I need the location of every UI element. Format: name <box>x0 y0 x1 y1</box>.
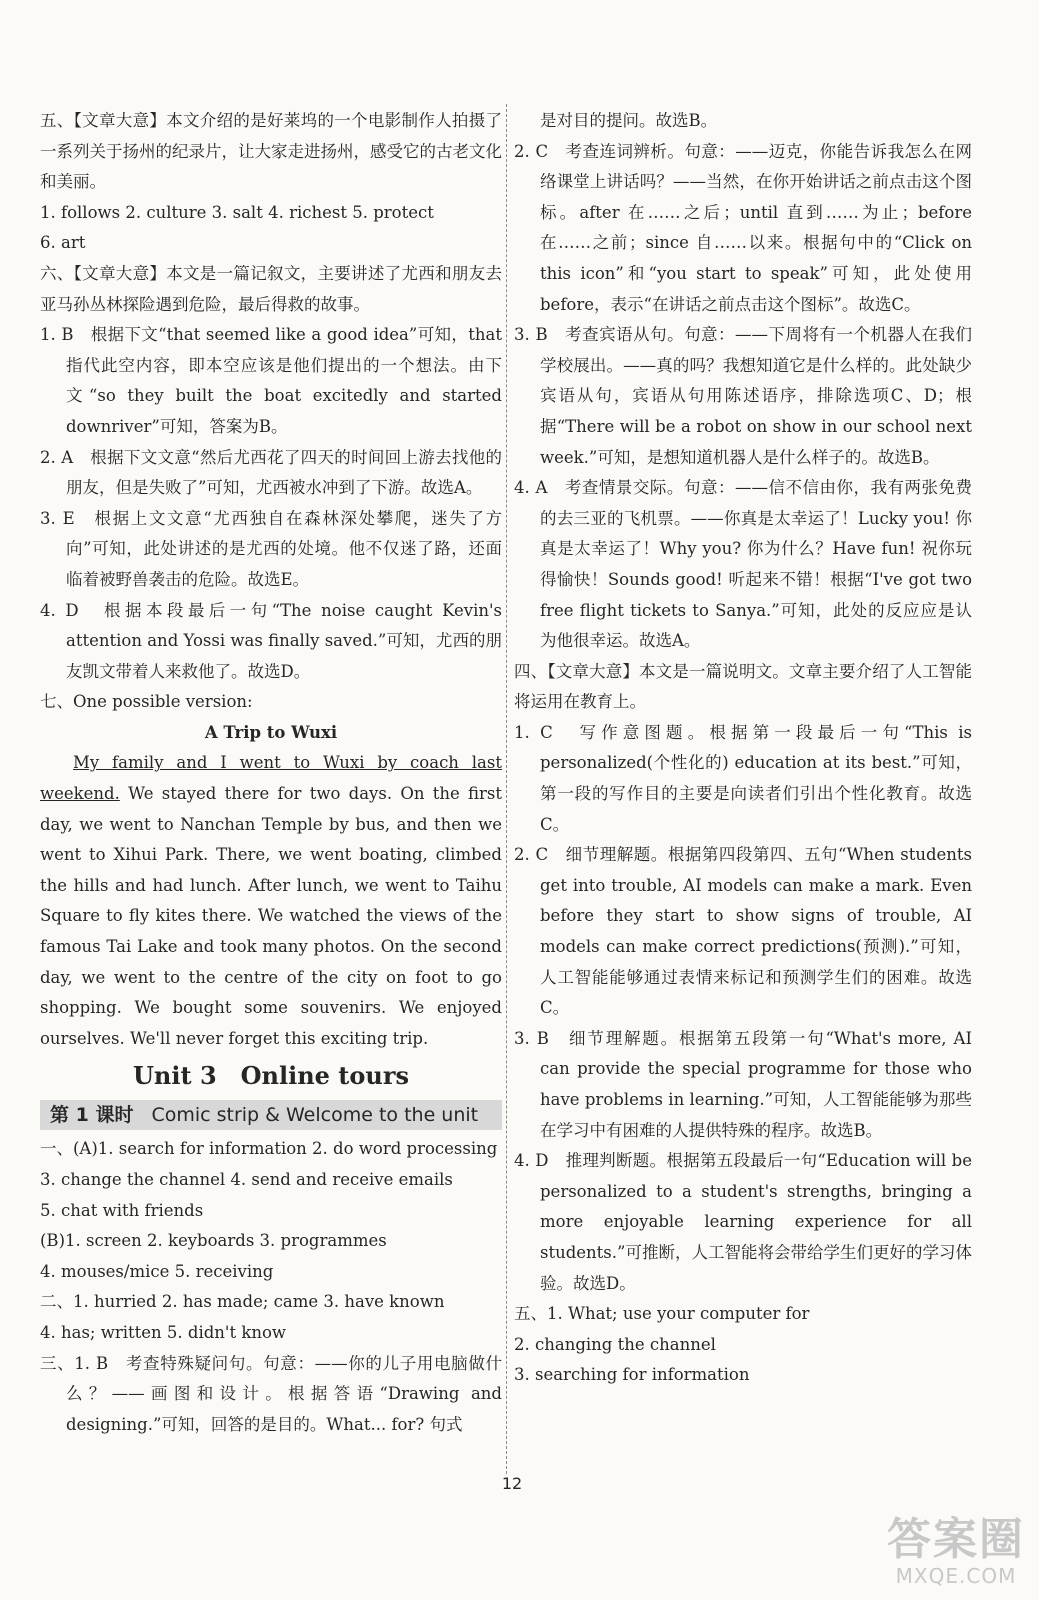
answer-paragraph: 四、【文章大意】本文是一篇说明文。文章主要介绍了人工智能将运用在教育上。 <box>514 661 972 712</box>
answer-paragraph: 1. follows 2. culture 3. salt 4. richest 5. protect <box>40 202 434 222</box>
watermark-text: 答案圈 <box>887 1514 1025 1565</box>
answer-paragraph: 2. A 根据下文文意“然后尤西花了四天的时间回上游去找他的朋友，但是失败了”可知，尤西被水冲到了下游。故选A。 <box>40 447 502 498</box>
answer-paragraph: 1. B 根据下文“that seemed like a good idea”可知，that指代此空内容，即本空应该是他们提出的一个想法。由下文“so they built the boat excitedly and started downriver”可知，答案为B。 <box>40 325 502 436</box>
answer-paragraph: 3. B 考查宾语从句。句意：——下周将有一个机器人在我们学校展出。——真的吗？我想知道它是什么样的。此处缺少宾语从句，宾语从句用陈述语序，排除选项C、D；根据“There will be a robot on show in our school next week.”可知，是想知道机器人是什么样子的。故选B。 <box>514 325 972 467</box>
left-column <box>40 106 502 1440</box>
essay-body <box>40 748 502 1054</box>
lesson-title: Comic strip & Welcome to the unit <box>151 1104 479 1127</box>
answer-paragraph: 3. change the channel 4. send and receive emails <box>40 1170 453 1189</box>
answer-paragraph: 1. C 写作意图题。根据第一段最后一句“This is personalized(个性化的) education at its best.”可知，第一段的写作目的主要是向读者们引出个性化教育。故选C。 <box>514 722 972 834</box>
right-column <box>514 106 972 1391</box>
answer-paragraph: 三、1. B 考查特殊疑问句。句意：——你的儿子用电脑做什么？——画图和设计。根据答语“Drawing and designing.”可知，回答的是目的。What... for? 句式 <box>40 1353 502 1434</box>
answer-paragraph: 3. searching for information <box>514 1365 750 1385</box>
answer-paragraph: 五、【文章大意】本文介绍的是好莱坞的一个电影制作人拍摄了一系列关于扬州的纪录片，让大家走进扬州，感受它的古老文化和美丽。 <box>40 111 502 192</box>
answer-paragraph: 5. chat with friends <box>40 1200 204 1220</box>
answer-paragraph: 3. B 细节理解题。根据第五段第一句“What's more, AI can provide the special programme for those who have problems in learning.”可知，人工智能能够为那些在学习中有困难的人提供特殊的程序。故选B。 <box>514 1028 972 1140</box>
page-number: 12 <box>501 1474 523 1493</box>
essay-title: A Trip to Wuxi <box>204 722 338 742</box>
answer-paragraph: 2. C 细节理解题。根据第四段第四、五句“When students get into trouble, AI models can make a mark. Even before they start to show signs of trouble, AI models can make correct predictions(预测).”可知，人工智能能够通过表情来标记和预测学生们的困难。故选C。 <box>514 845 972 1018</box>
answer-paragraph: 一、(A)1. search for information 2. do word processing <box>40 1139 498 1159</box>
lesson-bar <box>40 1100 502 1130</box>
answer-paragraph: 是对目的提问。故选B。 <box>540 111 718 130</box>
answer-paragraph: (B)1. screen 2. keyboards 3. programmes <box>40 1231 387 1251</box>
answer-paragraph: 4. D 推理判断题。根据第五段最后一句“Education will be personalized to a student's strengths, bringing a more enjoyable learning experience for all students.”可推断，人工智能将会带给学生们更好的学习体验。故选D。 <box>514 1151 972 1293</box>
answer-paragraph: 六、【文章大意】本文是一篇记叙文，主要讲述了尤西和朋友去亚马孙丛林探险遇到危险，最后得救的故事。 <box>40 263 502 314</box>
answer-paragraph: 二、1. hurried 2. has made; came 3. have known <box>40 1292 445 1312</box>
answer-paragraph: 五、1. What; use your computer for <box>514 1304 810 1324</box>
answer-paragraph: 4. D 根据本段最后一句“The noise caught Kevin's attention and Yossi was finally saved.”可知，尤西的朋友凯文带着人来救他了。故选D。 <box>40 600 502 681</box>
answer-paragraph: 6. art <box>40 233 86 253</box>
watermark-logo <box>887 1516 1025 1588</box>
answer-paragraph: 七、One possible version: <box>40 692 253 712</box>
lesson-number: 第 1 课时 <box>50 1104 134 1127</box>
essay-rest: We stayed there for two days. On the first day, we went to Nanchan Temple by bus, and then we went to Xihui Park. There, we went boating, climbed the hills and had lunch. After lunch, we went to Taihu Square to fly kites there. We watched the views of the famous Tai Lake and took many photos. On the second day, we went to the centre of the city on foot to go shopping. We bought some souvenirs. We enjoyed ourselves. We'll never forget this exciting trip. <box>40 784 502 1048</box>
answer-paragraph: 2. changing the channel <box>514 1334 716 1354</box>
essay-opening-sentence: My family and I went to Wuxi by coach last weekend. <box>40 753 502 804</box>
answer-paragraph: 4. mouses/mice 5. receiving <box>40 1261 274 1281</box>
unit-heading: Unit 3 Online tours <box>133 1061 409 1091</box>
column-divider <box>506 104 507 1474</box>
answer-paragraph: 4. has; written 5. didn't know <box>40 1322 287 1342</box>
answer-paragraph: 3. E 根据上文文意“尤西独自在森林深处攀爬，迷失了方向”可知，此处讲述的是尤西的处境。他不仅迷了路，还面临着被野兽袭击的危险。故选E。 <box>40 508 502 589</box>
answer-paragraph: 2. C 考查连词辨析。句意：——迈克，你能告诉我怎么在网络课堂上讲话吗？——当然，在你开始讲话之前点击这个图标。after 在……之后；until 直到……为止；before 在……之前；since 自……以来。根据句中的“Click on this icon”和“you start to speak”可知，此处使用 before，表示“在讲话之前点击这个图标”。故选C。 <box>514 141 972 314</box>
answer-paragraph: 4. A 考查情景交际。句意：——信不信由你，我有两张免费的去三亚的飞机票。——你真是太幸运了！Lucky you! 你真是太幸运了！Why you? 你为什么？Have fun! 祝你玩得愉快！Sounds good! 听起来不错！根据“I've got two free flight tickets to Sanya.”可知，此处的反应应是认为他很幸运。故选A。 <box>514 478 972 651</box>
watermark-url: MXQE.COM <box>895 1564 1017 1588</box>
